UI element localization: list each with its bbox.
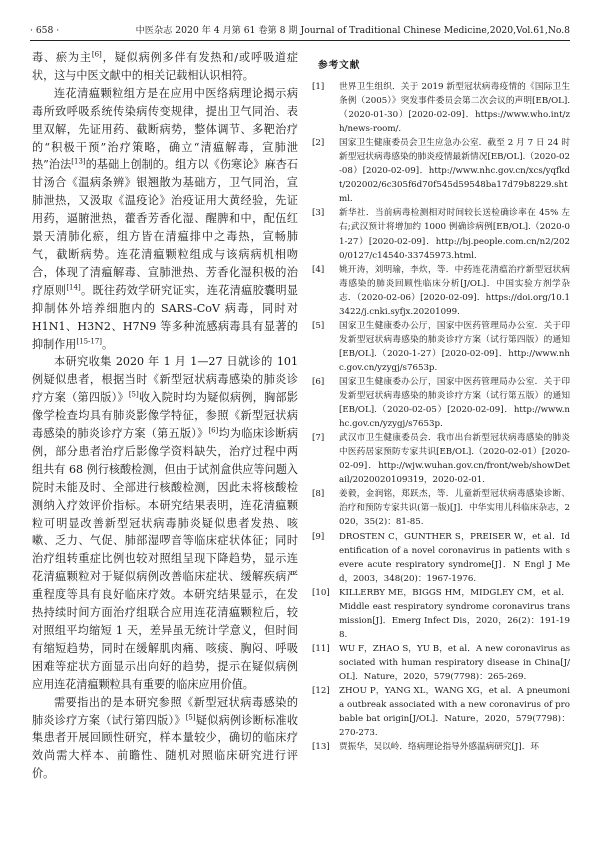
header-rule <box>30 40 570 41</box>
references-column <box>312 49 570 834</box>
reference-item <box>312 80 570 136</box>
reference-item <box>312 530 570 586</box>
reference-text: ZHOU P，YANG XL，WANG XG，et al．A pneumonia outbreak associated with a new coronavirus of probable bat origin[J/OL]．Nature，2020，579(7798)：270-273. <box>339 686 570 739</box>
body-text-column <box>32 49 298 829</box>
reference-item <box>312 740 570 754</box>
reference-list <box>312 80 570 754</box>
citation[interactable]: [6] <box>91 50 102 59</box>
reference-text: 武汉市卫生健康委员会．我市出台新型冠状病毒感染的肺炎中医药居家预防专家共识[EB/OL].（2020-02-01）[2020-02-09]．http://wjw.wuhan.gov.cn/front/web/showDetail/2020020109319，2020-02-01. <box>339 433 570 486</box>
reference-item <box>312 136 570 206</box>
reference-number: [9] <box>312 531 325 542</box>
journal-running-title: 中医杂志 2020 年 4 月第 61 卷第 8 期 Journal of Traditional Chinese Medicine,2020,Vol.61,No.8 <box>135 25 570 36</box>
citation[interactable]: [5] <box>128 390 139 399</box>
page-number: · 658 · <box>30 25 60 36</box>
reference-text: 国家卫生健康委办公厅，国家中医药管理局办公室．关于印发新型冠状病毒感染的肺炎诊疗方案（试行第五版）的通知[EB/OL].（2020-02-05）[2020-02-09]．http://www.nhc.gov.cn/yzygj/s7653p. <box>339 376 570 430</box>
reference-number: [5] <box>312 320 325 331</box>
paragraph-2: 连花清瘟颗粒组方是在应用中医络病理论揭示病毒所致呼吸系统传染病传变规律，提出卫气同治、表里双解，先证用药、截断病势，整体调节、多靶治疗的“积极干预”治疗策略，确立“清瘟解毒，宣肺泄热”治法[13]的基础上创制的。组方以《伤寒论》麻杏石甘汤合《温病条辨》银翘散为基础方，卫气同治，宣肺泄热，又汲取《温疫论》治疫证用大黄经验，先证用药，逼腑泄热，藿香芳香化湿、醒脾和中，配伍红景天清肺化瘀，组方皆在清瘟排中之毒热，宣畅肺气，截断病势。连花清瘟颗粒组成与该病病机相吻合，体现了清瘟解毒、宣肺泄热、芳香化湿积极的治疗原则[14]。既往药效学研究证实，连花清瘟胶囊明显抑制体外培养细胞内的 SARS-CoV 病毒，同时对 H1N1、H3N2、H7N9 等多种流感病毒具有显著的抑制作用[15-17]。 <box>32 86 298 351</box>
reference-text: 新华社．当前病毒检测相对时间较长送检确诊率在 45% 左右;武汉预计将增加约 1000 例确诊病例[EB/OL].（2020-01-27）[2020-02-09]．http://bj.people.com.cn/n2/2020/0127/c14540-33745973.html. <box>339 208 570 261</box>
reference-item <box>312 642 570 684</box>
reference-item <box>312 586 570 642</box>
reference-number: [2] <box>312 138 325 149</box>
reference-text: 姚开涛，刘明瑜，李炊，等．中药连花清瘟治疗新型冠状病毒感染的肺炎回顾性临床分析[J/OL]．中国实验方剂学杂志．（2020-02-06）[2020-02-09]．https://doi.org/10.13422/j.cnki.syfjx.20201099. <box>339 264 570 317</box>
reference-item <box>312 375 570 431</box>
reference-number: [10] <box>312 587 330 598</box>
reference-number: [11] <box>312 643 330 654</box>
citation[interactable]: [6] <box>208 426 219 435</box>
reference-number: [1] <box>312 82 325 92</box>
paragraph-1: 毒、瘀为主[6]，疑似病例多伴有发热和/或呼吸道症状，这与中医文献中的相关记载相认识相符。 <box>32 50 298 82</box>
reference-text: 国家卫生健康委办公厅，国家中医药管理局办公室．关于印发新型冠状病毒感染的肺炎诊疗方案（试行第四版）的通知[EB/OL].（2020-1-27）[2020-02-09]．http://www.nhc.gov.cn/yzygj/s7653p. <box>339 320 570 373</box>
reference-number: [6] <box>312 376 325 387</box>
reference-text: DROSTEN C，GUNTHER S，PREISER W，et al．Identification of a novel coronavirus in patients with severe acute respiratory syndrome[J]．N Engl J Med，2003，348(20)：1967-1976. <box>339 531 570 584</box>
reference-number: [8] <box>312 489 325 500</box>
reference-number: [3] <box>312 208 325 219</box>
reference-item <box>312 431 570 487</box>
citation[interactable]: [15-17] <box>76 336 103 345</box>
citation[interactable]: [14] <box>66 283 81 292</box>
reference-text: 姜毅，金润铭，郑跃杰，等．儿童新型冠状病毒感染诊断、治疗和预防专家共识(第一版)[J]．中华实用儿科临床杂志，2020，35(2)：81-85. <box>339 489 570 528</box>
reference-item <box>312 263 570 319</box>
paragraph-4: 需要指出的是本研究参照《新型冠状病毒感染的肺炎诊疗方案（试行第四版）》[5]疑似病例诊断标准收集患者开展回顾性研究，样本量较少，确切的临床疗效尚需大样本、前瞻性、随机对照临床研究进行评价。 <box>32 695 298 781</box>
references-heading: 参考文献 <box>318 60 361 71</box>
paragraph-3: 本研究收集 2020 年 1 月 1—27 日就诊的 101 例疑似患者，根据当时《新型冠状病毒感染的肺炎诊疗方案（第四版）》[5]收入院时均为疑似病例，胸部影像学检查均具有肺炎影像学特征，参照《新型冠状病毒感染的肺炎诊疗方案（第五版）》[6]均为临床诊断病例，部分患者治疗后影像学资料缺失，治疗过程中两组共有 68 例行核酸检测，但由于试剂盒供应等问题入院时未能及时、全部进行核酸检测，因此未将核酸检测纳入疗效评价指标。本研究结果表明，连花清瘟颗粒可明显改善新型冠状病毒肺炎疑似患者发热、咳嗽、乏力、气促、肺部湿啰音等临床症状体征；同时治疗组转重症比例也较对照组呈现下降趋势，显示连花清瘟颗粒对于疑似病例改善临床症状、缓解疾病严重程度等具有良好临床疗效。本研究结果显示，在发热持续时间方面治疗组联合应用连花清瘟颗粒后，较对照组平均缩短 1 天，差异虽无统计学意义，但时间有缩短趋势，同时在缓解肌肉痛、咳痰、胸闷、呼吸困难等症状方面显示出向好的趋势，提示在疑似病例应用连花清瘟颗粒具有重要的临床应用价值。 <box>32 355 298 691</box>
reference-item <box>312 684 570 740</box>
reference-text: 世界卫生组织．关于 2019 新型冠状病毒疫情的《国际卫生条例（2005）》突发事件委员会第二次会议的声明[EB/OL].（2020-01-30）[2020-02-09]．https://www.who.int/zh/news-room/. <box>339 82 570 135</box>
reference-number: [13] <box>312 742 330 753</box>
citation[interactable]: [5] <box>185 712 196 721</box>
reference-item <box>312 206 570 262</box>
reference-text: WU F，ZHAO S，YU B，et al．A new coronavirus associated with human respiratory disease in China[J/OL]．Nature，2020，579(7798)：265-269. <box>339 643 570 682</box>
reference-item <box>312 319 570 375</box>
reference-number: [7] <box>312 433 325 444</box>
reference-number: [12] <box>312 686 330 697</box>
citation[interactable]: [13] <box>71 157 86 166</box>
reference-text: KILLERBY ME，BIGGS HM，MIDGLEY CM，et al．Middle east respiratory syndrome coronavirus transmission[J]．Emerg Infect Dis，2020，26(2)：191-198. <box>339 587 570 640</box>
running-header <box>30 22 570 40</box>
reference-number: [4] <box>312 264 325 275</box>
reference-item <box>312 487 570 529</box>
reference-text: 国家卫生健康委员会卫生应急办公室．截至 2 月 7 日 24 时新型冠状病毒感染的肺炎疫情最新情况[EB/OL].（2020-02-08）[2020-02-09]．http://www.nhc.gov.cn/xcs/yqfkdt/202002/6c305f6d70f545d59548ba17d79b8229.shtml. <box>339 138 570 205</box>
reference-text: 贾振华，吴以岭．络病理论指导外感温病研究[J]．环 <box>339 742 539 753</box>
